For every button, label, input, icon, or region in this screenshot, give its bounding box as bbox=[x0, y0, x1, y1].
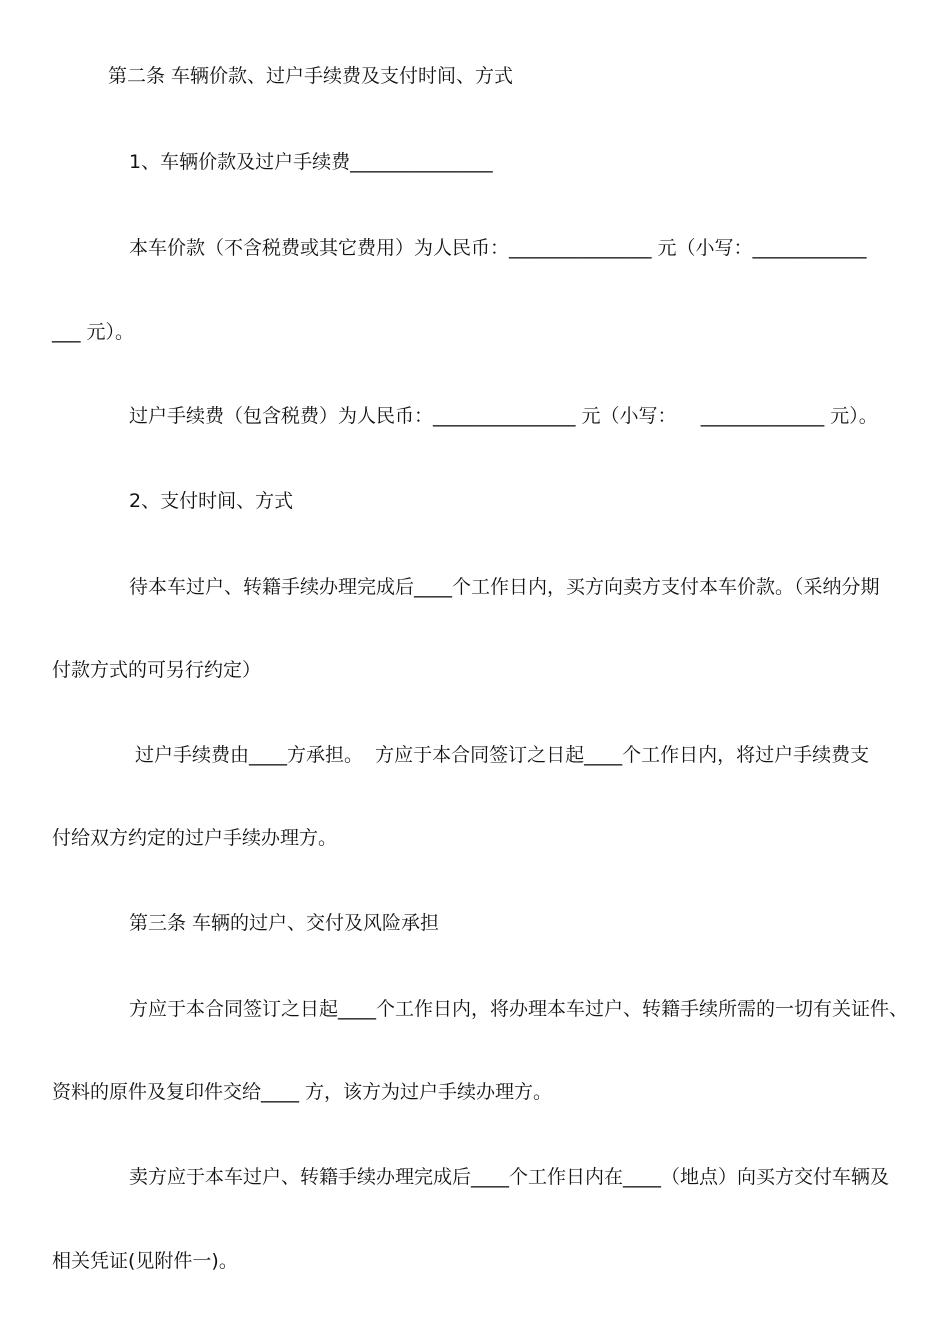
item-2-heading: 2、支付时间、方式 bbox=[129, 490, 294, 512]
documents-handover-cont: 资料的原件及复印件交给____ 方，该方为过户手续办理方。 bbox=[52, 1081, 553, 1103]
payment-term-line-cont: 付款方式的可另行约定） bbox=[52, 659, 262, 681]
vehicle-delivery-line: 卖方应于本车过户、转籍手续办理完成后____个工作日内在____（地点）向买方交付车辆及 bbox=[129, 1166, 890, 1188]
vehicle-delivery-cont: 相关凭证(见附件一)。 bbox=[52, 1250, 238, 1272]
article-3-heading: 第三条 车辆的过户、交付及风险承担 bbox=[129, 912, 440, 934]
vehicle-price-line-cont: ___ 元）。 bbox=[52, 321, 135, 343]
item-1-heading: 1、车辆价款及过户手续费_______________ bbox=[129, 151, 493, 173]
article-2-heading: 第二条 车辆价款、过户手续费及支付时间、方式 bbox=[108, 65, 514, 87]
documents-handover-line: 方应于本合同签订之日起____个工作日内，将办理本车过户、转籍手续所需的一切有关证件、 bbox=[129, 998, 909, 1020]
fee-bearer-line: 过户手续费由____方承担。 方应于本合同签订之日起____个工作日内，将过户手续费支 bbox=[129, 744, 870, 766]
vehicle-price-line: 本车价款（不含税费或其它费用）为人民币：_______________ 元（小写：____________ bbox=[129, 237, 867, 259]
payment-term-line: 待本车过户、转籍手续办理完成后____个工作日内，买方向卖方支付本车价款。（采纳分期 bbox=[129, 576, 880, 598]
fee-bearer-line-cont: 付给双方约定的过户手续办理方。 bbox=[52, 827, 338, 849]
transfer-fee-line: 过户手续费（包含税费）为人民币：_______________ 元（小写： _____________ 元）。 bbox=[129, 405, 878, 427]
